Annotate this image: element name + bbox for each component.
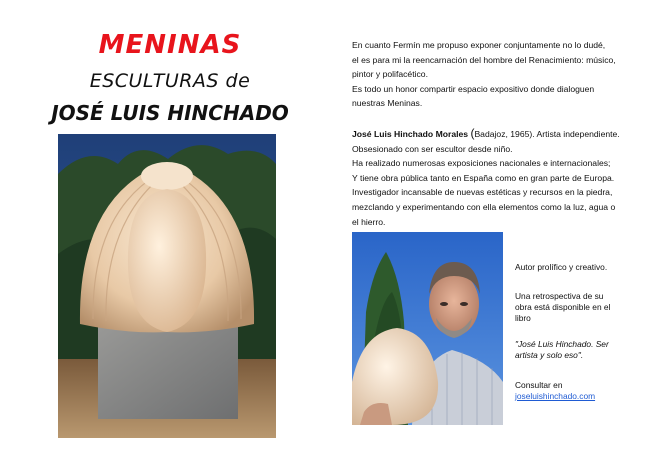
artist-photo bbox=[352, 232, 503, 425]
sculpture-photo bbox=[58, 134, 276, 438]
website-link[interactable]: joseluishinchado.com bbox=[515, 391, 596, 401]
prolific-note: Autor prolífico y creativo. bbox=[515, 262, 608, 272]
book-title: "José Luis Hinchado. Ser artista y solo eso". bbox=[515, 339, 609, 360]
bio-paragraph: José Luis Hinchado Morales (Badajoz, 1965). Artista independiente. Obsesionado con ser escultor desde niño. Ha realizado numerosas exposiciones nacionales e internacionales; Y tiene obra pública tanto en España como en gran parte de Europa. Investigador incansable de nuevas estéticas y recursos en la piedra, mezclando y experimentando con ella elementos como la luz, agua o el hierro. bbox=[352, 126, 620, 227]
exhibition-subtitle: ESCULTURAS de bbox=[89, 70, 251, 92]
intro-paragraph: En cuanto Fermín me propuso exponer conjuntamente no lo dudé, el es para mi la reencarnación del hombre del Renacimiento: músico, pintor y polifacético. Es todo un honor compartir espacio expositivo donde dialoguen nuestras Meninas. bbox=[352, 40, 616, 109]
retrospective-note: Una retrospectiva de su obra está disponible en el libro bbox=[515, 291, 611, 323]
consult-note: Consultar en joseluishinchado.com bbox=[515, 380, 650, 402]
exhibition-title: MENINAS bbox=[98, 30, 242, 60]
bio-artist-name: José Luis Hinchado Morales bbox=[352, 129, 471, 139]
artist-name-heading: JOSÉ LUIS HINCHADO bbox=[51, 101, 289, 125]
